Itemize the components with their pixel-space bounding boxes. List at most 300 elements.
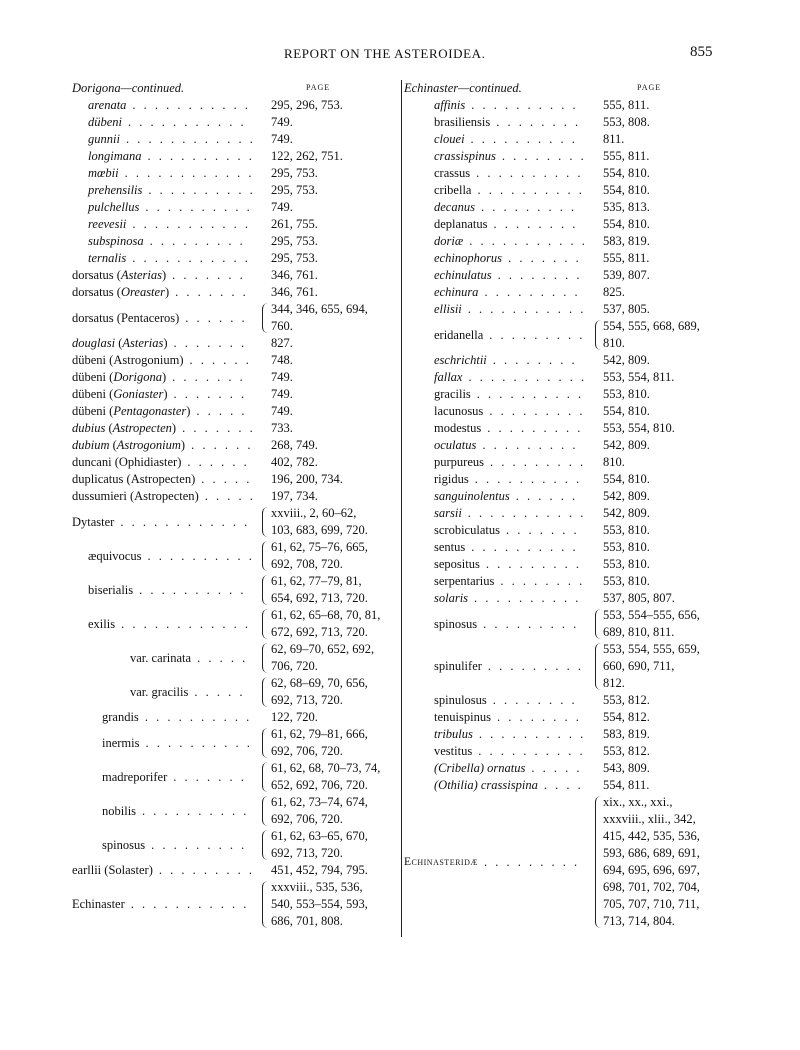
page-refs [271, 199, 293, 216]
page-header [0, 44, 800, 68]
qualifier-genus: Ophidiaster [118, 455, 178, 469]
qualifier-genus: Solaster [108, 863, 149, 877]
index-entry [404, 284, 744, 301]
entry-name [72, 165, 254, 182]
page-refs [603, 573, 650, 590]
entry-name [72, 250, 250, 267]
entry-term: nobilis [102, 803, 137, 818]
index-entry [72, 709, 392, 726]
entry-name [72, 454, 249, 471]
entry-term: subspinosa [88, 234, 144, 248]
entry-name [404, 250, 581, 267]
index-entry [404, 437, 744, 454]
page-ref-line: 733. [271, 421, 293, 435]
entry-qualifier: (Dorigona) [106, 370, 167, 384]
page-refs [603, 369, 674, 386]
page-ref-line: 553, 810. [603, 574, 650, 588]
index-entry [404, 318, 744, 352]
page-refs [271, 726, 368, 760]
dot-leader: . . . . . . . [175, 285, 249, 299]
page-ref-line: 583, 819. [603, 727, 650, 741]
index-entry [72, 471, 392, 488]
entry-term: arenata [88, 98, 127, 112]
dot-leader: . . . . . . . [172, 370, 246, 384]
index-entry [72, 148, 392, 165]
entry-qualifier: (Solaster) [101, 863, 153, 877]
page-ref-line: 689, 810, 811. [603, 625, 675, 639]
page-ref-line: 543, 809. [603, 761, 650, 775]
index-entry [404, 165, 744, 182]
dot-leader: . . . . . . . . . . [474, 591, 581, 605]
index-entry [72, 335, 392, 352]
entry-name [72, 97, 251, 114]
page-refs [603, 182, 650, 199]
page-refs [271, 267, 318, 284]
entry-name [404, 641, 584, 692]
entry-qualifier: (Asterias) [113, 268, 167, 282]
dot-leader: . . . . . . . . . . [147, 548, 255, 563]
index-entry [404, 488, 744, 505]
page-refs [603, 199, 650, 216]
entry-name [72, 488, 255, 505]
page-refs [603, 760, 650, 777]
page-ref-line: 540, 553–554, 593, [271, 897, 368, 911]
entry-name [72, 233, 245, 250]
dot-leader: . . . . . [197, 650, 248, 665]
page-ref-line: 554, 811. [603, 778, 650, 792]
index-entry [72, 879, 392, 930]
entry-name [404, 488, 578, 505]
entry-term: spinulifer [434, 659, 482, 673]
page-ref-line: 542, 809. [603, 353, 650, 367]
index-entries [72, 97, 392, 930]
page-column-label: PAGE [306, 83, 331, 92]
page-refs [271, 471, 343, 488]
dot-leader: . . . . . . . . . . . [469, 234, 588, 248]
dot-leader: . . . . . . [185, 310, 248, 325]
page-ref-line: 749. [271, 132, 293, 146]
dot-leader: . . . . . . . . . [490, 455, 586, 469]
index-entry [72, 97, 392, 114]
page-refs [603, 318, 700, 352]
entry-name [404, 522, 579, 539]
dot-leader: . . . . . . . [173, 336, 247, 350]
page-refs [603, 301, 650, 318]
page-refs [603, 505, 650, 522]
page-refs [271, 352, 293, 369]
page-refs [603, 590, 675, 607]
page-ref-line: 652, 692, 706, 720. [271, 778, 368, 792]
page-refs [271, 454, 318, 471]
page-refs [271, 760, 380, 794]
entry-name [72, 879, 249, 930]
entry-term: crassispinus [434, 149, 496, 163]
curly-brace [262, 677, 270, 707]
dot-leader: . . . . . . . . . . . [128, 115, 247, 129]
page-ref-line: 295, 296, 753. [271, 98, 343, 112]
dot-leader: . . . . . . . . . . . . [121, 616, 251, 631]
index-entry [72, 726, 392, 760]
entry-term: affinis [434, 98, 466, 112]
page-refs [271, 607, 380, 641]
index-entry [404, 352, 744, 369]
index-column-right [404, 80, 744, 930]
entry-name [404, 216, 578, 233]
entry-name [404, 556, 581, 573]
qualifier-genus: Asterias [122, 336, 164, 350]
entry-term: (Cribella) ornatus [434, 761, 526, 775]
page-refs [603, 352, 650, 369]
page-ref-line: 451, 452, 794, 795. [271, 863, 368, 877]
entry-name [72, 760, 246, 794]
entry-term: scrobiculatus [434, 523, 500, 537]
entry-term: tribulus [434, 727, 473, 741]
page-refs [603, 97, 649, 114]
page-refs [271, 573, 368, 607]
running-title: REPORT ON THE ASTEROIDEA. [284, 46, 486, 61]
entry-name [72, 386, 247, 403]
page-ref-line: 61, 62, 65–68, 70, 81, [271, 608, 381, 622]
page-refs [603, 556, 650, 573]
index-entry [72, 250, 392, 267]
page-refs [603, 267, 650, 284]
page-refs [603, 522, 650, 539]
index-entry [404, 233, 744, 250]
index-entry [404, 199, 744, 216]
index-entry [72, 369, 392, 386]
entry-qualifier: (Pentagonaster) [106, 404, 191, 418]
entry-name [404, 454, 586, 471]
dot-leader: . . . . . . [515, 489, 578, 503]
entry-name [404, 573, 585, 590]
page-refs [271, 284, 318, 301]
index-entry [404, 777, 744, 794]
entry-term: deplanatus [434, 217, 488, 231]
entry-term: dorsatus [72, 285, 114, 299]
entry-term: Dytaster [72, 514, 115, 529]
entry-name [404, 318, 585, 352]
entry-name [404, 97, 578, 114]
index-entry [404, 131, 744, 148]
entry-term: solaris [434, 591, 469, 605]
dot-leader: . . . . . . . . . . [145, 735, 253, 750]
page-ref-line: 268, 749. [271, 438, 318, 452]
dot-leader: . . . . . [194, 684, 245, 699]
page-refs [603, 488, 650, 505]
entry-term: prehensilis [88, 183, 143, 197]
page-refs [603, 709, 650, 726]
page-ref-line: 62, 69–70, 652, 692, [271, 642, 375, 656]
page-ref-line: 698, 701, 702, 704, [603, 880, 700, 894]
page-ref-line: 196, 200, 734. [271, 472, 343, 486]
entry-name [404, 709, 581, 726]
dot-leader: . . . . . . [191, 438, 253, 452]
page-ref-line: 62, 68–69, 70, 656, [271, 676, 368, 690]
entry-term: clouei [434, 132, 465, 146]
entry-term: æquivocus [88, 548, 142, 563]
index-entry [72, 862, 392, 879]
page-ref-line: 553, 810. [603, 523, 650, 537]
index-entry [404, 505, 744, 522]
page-refs [603, 250, 649, 267]
index-entry [404, 97, 744, 114]
entry-term: lacunosus [434, 404, 484, 418]
page-refs [271, 97, 343, 114]
entry-name [404, 148, 586, 165]
page-ref-line: 539, 807. [603, 268, 650, 282]
dot-leader: . . . . . . . [508, 251, 582, 265]
index-entry [72, 403, 392, 420]
page-refs [271, 148, 343, 165]
entry-term: dübeni [72, 404, 107, 418]
page-refs [271, 165, 318, 182]
entry-name [404, 386, 584, 403]
page-ref-line: 593, 686, 689, 691, [603, 846, 700, 860]
index-entry [404, 403, 744, 420]
entry-term: eridanella [434, 327, 484, 342]
index-column-left [72, 80, 392, 930]
dot-leader: . . . . . [531, 761, 582, 775]
entry-term: eschrichtii [434, 353, 487, 367]
index-entry [72, 114, 392, 131]
page-ref-line: 692, 713, 720. [271, 846, 343, 860]
page-refs [271, 437, 318, 454]
entry-name [72, 794, 249, 828]
dot-leader: . . . . . . . . . . . [468, 370, 587, 384]
entry-name [404, 403, 585, 420]
index-entry [72, 675, 392, 709]
index-entry [72, 454, 392, 471]
page-ref-line: 122, 262, 751. [271, 149, 343, 163]
index-entry [404, 182, 744, 199]
index-entry [404, 471, 744, 488]
page-refs [271, 794, 368, 828]
entry-term: purpureus [434, 455, 484, 469]
entry-term: biserialis [88, 582, 134, 597]
page-column-label: PAGE [637, 83, 662, 92]
dot-leader: . . . . . . . . . [158, 863, 255, 877]
index-entry [72, 182, 392, 199]
entry-name [72, 709, 252, 726]
entry-name [404, 743, 585, 760]
page-refs [603, 131, 624, 148]
page-ref-line: 295, 753. [271, 166, 318, 180]
entry-qualifier: (Ophidiaster) [111, 455, 182, 469]
entry-name [72, 862, 255, 879]
page-refs [271, 369, 293, 386]
continued-heading: Echinaster—continued. [404, 81, 522, 95]
page-ref-line: 553, 812. [603, 744, 650, 758]
page-ref-line: 672, 692, 713, 720. [271, 625, 368, 639]
entry-term: spinulosus [434, 693, 487, 707]
entry-term: fallax [434, 370, 463, 384]
index-entry [404, 539, 744, 556]
page-refs [603, 692, 650, 709]
dot-leader: . . . . . . . . . [489, 327, 585, 342]
index-entry [72, 539, 392, 573]
page-refs [271, 709, 318, 726]
dot-leader: . . . . . . . . . [484, 285, 581, 299]
entry-term: reevesii [88, 217, 127, 231]
entry-term: Echinasteridæ [404, 856, 478, 868]
qualifier-genus: Oreaster [120, 285, 165, 299]
dot-leader: . . . . . . . . . . . [467, 506, 586, 520]
entry-name [72, 437, 253, 454]
entry-name [404, 505, 586, 522]
page-ref-line: 692, 708, 720. [271, 557, 343, 571]
page-refs [271, 182, 318, 199]
page-refs [271, 488, 318, 505]
entry-name [404, 284, 580, 301]
page-ref-line: 654, 692, 713, 720. [271, 591, 368, 605]
page-refs [271, 420, 293, 437]
dot-leader: . . . . . [204, 489, 256, 503]
qualifier-genus: Astrogonium [113, 353, 180, 367]
page-refs [271, 828, 368, 862]
entry-term: crassus [434, 166, 471, 180]
entry-name [404, 131, 577, 148]
entry-name [404, 233, 587, 250]
entry-term: longimana [88, 149, 142, 163]
page-refs [603, 114, 650, 131]
page-refs [271, 386, 293, 403]
page-ref-line: 553, 554, 811. [603, 370, 675, 384]
page-ref-line: 554, 810. [603, 166, 650, 180]
entry-name [404, 794, 580, 930]
page-refs [271, 131, 293, 148]
index-entry [404, 369, 744, 386]
qualifier-genus: Astropecten [134, 489, 195, 503]
page-ref-line: 554, 810. [603, 217, 650, 231]
entry-name [72, 641, 248, 675]
index-entry [72, 267, 392, 284]
page-ref-line: 553, 554–555, 656, [603, 608, 700, 622]
index-entry [404, 114, 744, 131]
entry-name [404, 369, 587, 386]
dot-leader: . . . . . . . . . . [145, 200, 253, 214]
page-refs [603, 539, 650, 556]
entry-name [404, 437, 578, 454]
entry-term: dussumieri [72, 489, 127, 503]
page-ref-line: 553, 554, 810. [603, 421, 675, 435]
dot-leader: . . . . . . . . . . . [132, 217, 251, 231]
entry-name [72, 420, 255, 437]
page-ref-line: 749. [271, 370, 293, 384]
entry-name [404, 301, 586, 318]
curly-brace [262, 507, 270, 537]
entry-name [72, 828, 247, 862]
entry-name [404, 726, 586, 743]
continued-heading: Dorigona—continued. [72, 81, 185, 95]
index-entry [404, 420, 744, 437]
curly-brace [262, 881, 270, 928]
page-ref-line: 810. [603, 336, 625, 350]
page-refs [603, 471, 650, 488]
entry-term: gracilis [434, 387, 471, 401]
entry-name [404, 267, 582, 284]
page-refs [603, 794, 700, 930]
index-entry [72, 216, 392, 233]
dot-leader: . . . . . . . . . . [142, 803, 249, 818]
dot-leader: . . . . . . . [172, 268, 246, 282]
entry-term: sanguinolentus [434, 489, 510, 503]
dot-leader: . . . . . . . . . . [139, 582, 247, 597]
dot-leader: . . . . . [201, 472, 252, 486]
dot-leader: . . . . . . . . . [489, 404, 585, 418]
entry-qualifier: (Goniaster) [106, 387, 168, 401]
entry-term: echinophorus [434, 251, 503, 265]
page-refs [603, 437, 650, 454]
qualifier-genus: Astropecten [130, 472, 192, 486]
entry-name [72, 267, 245, 284]
entry-term: douglasi [72, 336, 116, 350]
page-refs [603, 777, 649, 794]
entry-term: serpentarius [434, 574, 495, 588]
entry-name [72, 148, 254, 165]
entry-term: ternalis [88, 251, 127, 265]
index-entry [72, 199, 392, 216]
entry-term: rigidus [434, 472, 469, 486]
page-ref-line: 749. [271, 404, 293, 418]
dot-leader: . . . . . . . . . . [476, 166, 583, 180]
index-entry [404, 743, 744, 760]
page-ref-line: 103, 683, 699, 720. [271, 523, 368, 537]
page-ref-line: 555, 811. [603, 251, 650, 265]
curly-brace [262, 303, 270, 333]
entry-term: pulchellus [88, 200, 140, 214]
page-refs [271, 114, 293, 131]
qualifier-genus: Goniaster [113, 387, 164, 401]
page-ref-line: 713, 714, 804. [603, 914, 675, 928]
index-entry [72, 488, 392, 505]
dot-leader: . . . . . . . . . [485, 557, 582, 571]
page-ref-line: 415, 442, 535, 536, [603, 829, 700, 843]
page-ref-line: 295, 753. [271, 251, 318, 265]
index-entry [72, 437, 392, 454]
entry-term: grandis [102, 710, 139, 724]
index-entry [72, 505, 392, 539]
entry-term: sepositus [434, 557, 480, 571]
dot-leader: . . . . . . . . . . [476, 387, 584, 401]
entry-qualifier: (Oreaster) [113, 285, 170, 299]
page-refs [271, 641, 374, 675]
page-ref-line: 344, 346, 655, 694, [271, 302, 368, 316]
dot-leader: . . . . . . . . . . [478, 744, 586, 758]
entry-name [72, 573, 246, 607]
page-ref-line: 583, 819. [603, 234, 650, 248]
dot-leader: . . . . . . . . [492, 693, 578, 707]
entry-name [72, 726, 252, 760]
entry-term: duplicatus [72, 472, 124, 486]
dot-leader: . . . . . . . . . [482, 438, 578, 452]
entry-name [72, 114, 246, 131]
page-refs [603, 148, 649, 165]
page-ref-line: 542, 809. [603, 489, 650, 503]
index-entry [404, 692, 744, 709]
entry-term: echinulatus [434, 268, 492, 282]
page-ref-line: 811. [603, 132, 625, 146]
page-ref-line: 537, 805. [603, 302, 650, 316]
page-ref-line: 197, 734. [271, 489, 318, 503]
page-refs [603, 216, 650, 233]
entry-qualifier: (Astrogonium) [106, 353, 184, 367]
entry-name [404, 199, 577, 216]
entry-name [72, 284, 248, 301]
index-entry [404, 148, 744, 165]
index-entry [404, 267, 744, 284]
page-ref-line: 692, 706, 720. [271, 744, 343, 758]
curly-brace [262, 796, 270, 826]
